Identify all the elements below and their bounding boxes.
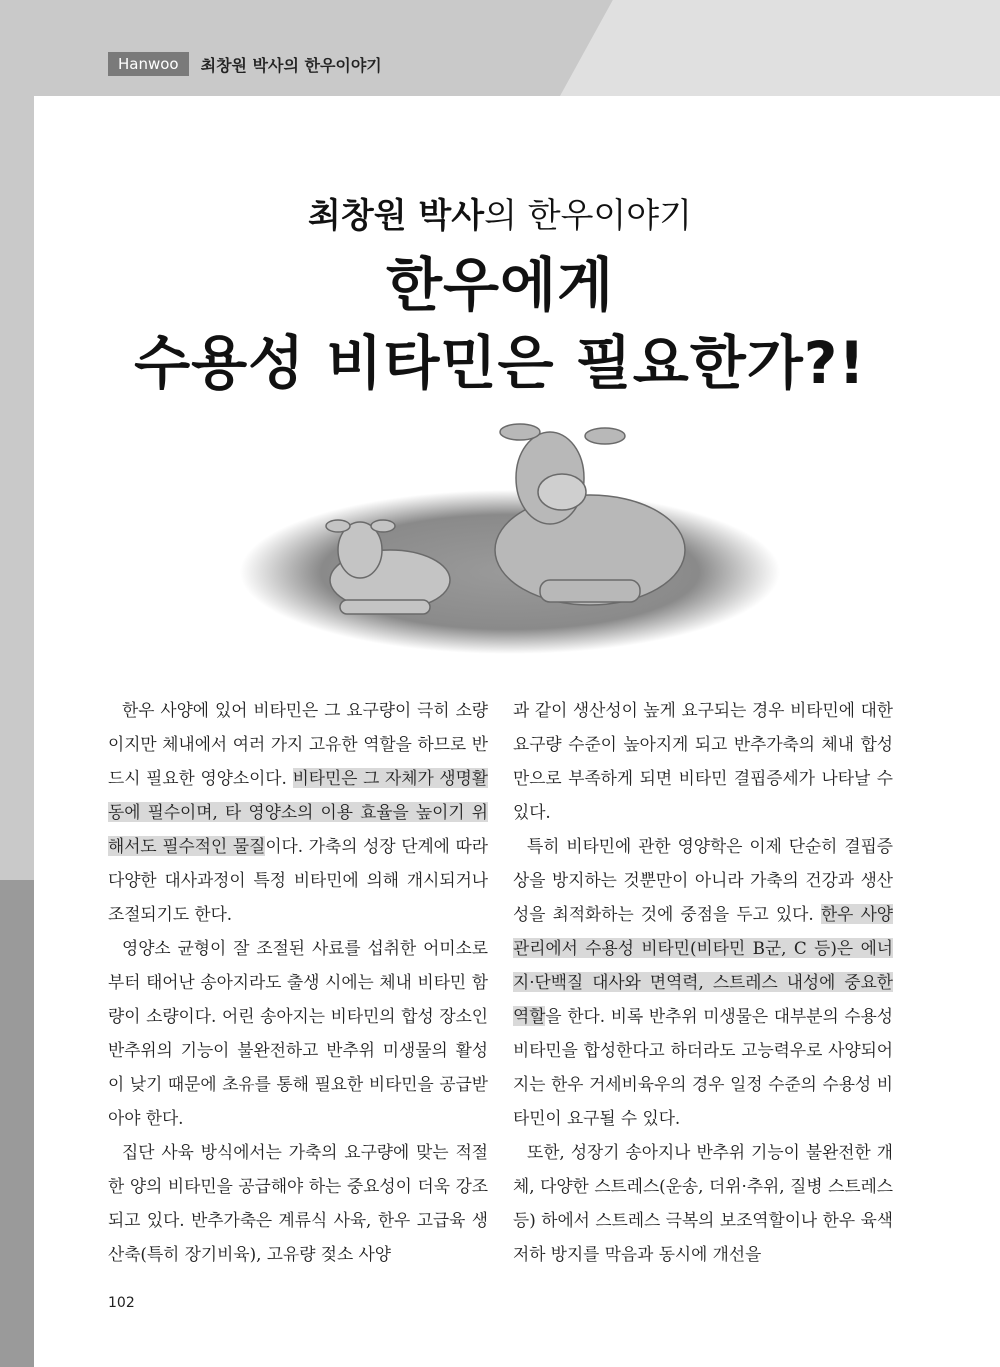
right-column xyxy=(513,693,893,1271)
cow-figure xyxy=(495,424,685,605)
article-title-line-2: 수용성 비타민은 필요한가?! xyxy=(134,329,866,397)
text-run: 이다. 가축의 성장 단계에 따라 다양한 대사과정이 특정 비타민에 의해 개시되거나 조절되기도 한다. xyxy=(108,836,488,924)
highlighted-text: 비타민은 그 자체가 생명활동에 필수이며, 타 영양소의 이용 효율을 높이기 위해서도 필수적인 물질 xyxy=(108,768,488,856)
paragraph: 집단 사육 방식에서는 가축의 요구량에 맞는 적절한 양의 비타민을 공급해야 하는 중요성이 더욱 강조되고 있다. 반추가축은 계류식 사육, 한우 고급육 생산축(특히 장기비육), 고유량 젖소 사양 xyxy=(108,1142,488,1264)
text-run: 을 한다. 비록 반추위 미생물은 대부분의 수용성 비타민을 합성한다고 하더라도 고능력우로 사양되어지는 한우 거세비육우의 경우 일정 수준의 수용성 비타민이 요구될 수 있다. xyxy=(513,1006,893,1128)
page-number: 102 xyxy=(108,1295,135,1311)
running-header xyxy=(108,52,382,76)
article-title-line-1: 한우에게 xyxy=(385,251,615,319)
subtitle-rest: 의 한우이야기 xyxy=(484,196,692,236)
highlighted-text: 한우 사양관리에서 수용성 비타민(비타민 B군, C 등)은 에너지·단백질 대사와 면역력, 스트레스 내성에 중요한 역할 xyxy=(513,904,893,1026)
paragraph xyxy=(513,829,893,1135)
text-run: 한우 사양에 있어 비타민은 그 요구량이 극히 소량이지만 체내에서 여러 가지 고유한 역할을 하므로 반드시 필요한 영양소이다. xyxy=(108,700,488,788)
cattle-photo xyxy=(240,400,780,662)
paragraph xyxy=(108,693,488,931)
series-title: 최창원 박사의 한우이야기 xyxy=(200,55,382,75)
paragraph: 또한, 성장기 송아지나 반추위 기능이 불완전한 개체, 다양한 스트레스(운송, 더위·추위, 질병 스트레스 등) 하에서 스트레스 극복의 보조역할이나 한우 육색 저하 방지를 막음과 동시에 개선을 xyxy=(513,1142,893,1264)
left-column xyxy=(108,693,488,1271)
text-run: 특히 비타민에 관한 영양학은 이제 단순히 결핍증상을 방지하는 것뿐만이 아니라 가축의 건강과 생산성을 최적화하는 것에 중점을 두고 있다. xyxy=(513,836,893,924)
left-strip-accent xyxy=(0,880,34,1367)
article-subtitle xyxy=(0,188,1000,237)
author-name: 최창원 박사 xyxy=(308,196,485,236)
paragraph: 영양소 균형이 잘 조절된 사료를 섭취한 어미소로부터 태어난 송아지라도 출생 시에는 체내 비타민 함량이 소량이다. 어린 송아지는 비타민의 합성 장소인 반추위의 기능이 불완전하고 반추위 미생물의 활성이 낮기 때문에 초유를 통해 필요한 비타민을 공급받아야 한다. xyxy=(108,938,488,1128)
section-tag: Hanwoo xyxy=(108,52,189,76)
paragraph: 과 같이 생산성이 높게 요구되는 경우 비타민에 대한 요구량 수준이 높아지게 되고 반추가축의 체내 합성만으로 부족하게 되면 비타민 결핍증세가 나타날 수 있다. xyxy=(513,700,893,822)
top-band-accent xyxy=(560,0,1000,96)
